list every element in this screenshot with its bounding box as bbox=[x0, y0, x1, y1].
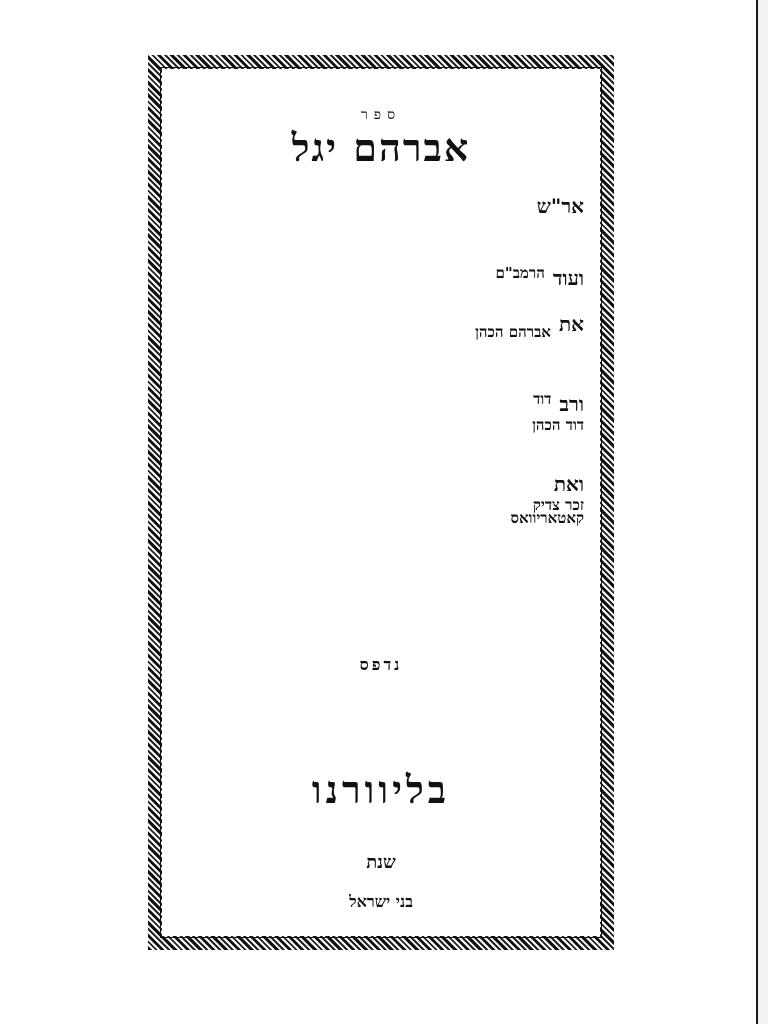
paragraph-lead: אר"ש bbox=[536, 194, 584, 218]
paragraph-2 bbox=[178, 264, 584, 306]
paragraph-line bbox=[178, 432, 584, 445]
paragraph-line: דוד הכהן bbox=[532, 416, 584, 434]
print-city: בליוורנו bbox=[311, 767, 451, 812]
paragraph-5 bbox=[178, 473, 584, 577]
paragraph-line: דוד bbox=[533, 390, 552, 408]
paragraph-line bbox=[178, 352, 584, 365]
paragraph-line bbox=[178, 221, 584, 234]
book-label: ספר bbox=[360, 107, 402, 123]
paragraph-lead: ורב bbox=[559, 392, 584, 416]
paragraph-line bbox=[178, 406, 584, 419]
paragraph-4 bbox=[178, 390, 584, 458]
paragraph-line bbox=[178, 564, 584, 577]
paragraph-line bbox=[178, 473, 584, 486]
paragraph-line bbox=[178, 445, 584, 458]
paragraph-1 bbox=[178, 195, 584, 247]
paragraph-line bbox=[178, 365, 584, 378]
year-line bbox=[178, 892, 584, 912]
year-chronogram: בני ישראל bbox=[349, 892, 413, 911]
ornamental-border bbox=[148, 55, 614, 950]
book-title: אברהם יגל bbox=[291, 125, 471, 170]
year-label: שנת bbox=[366, 852, 396, 873]
paragraph-line bbox=[178, 486, 584, 499]
paragraph-line bbox=[178, 293, 584, 306]
paragraph-line bbox=[178, 234, 584, 247]
paragraph-line bbox=[178, 551, 584, 564]
paragraph-line: קאטאריוואס bbox=[510, 509, 584, 527]
paragraph-line: זכר צדיק bbox=[532, 496, 584, 514]
paragraph-line bbox=[178, 538, 584, 551]
scan-shadow bbox=[758, 0, 768, 1024]
title-page bbox=[172, 77, 590, 928]
printer-imprint bbox=[178, 693, 584, 706]
paragraph-3 bbox=[178, 313, 584, 378]
paragraph-line bbox=[178, 208, 584, 221]
paragraph-line: הרמב"ם bbox=[495, 264, 545, 282]
paragraph-lead: ואת bbox=[553, 472, 584, 496]
printed-label: נדפס bbox=[359, 655, 403, 674]
paragraph-lead: ועוד bbox=[552, 266, 584, 290]
paragraph-line bbox=[178, 195, 584, 208]
paragraph-line: אברהם הכהן bbox=[475, 323, 551, 341]
paragraph-lead: את bbox=[558, 312, 584, 336]
